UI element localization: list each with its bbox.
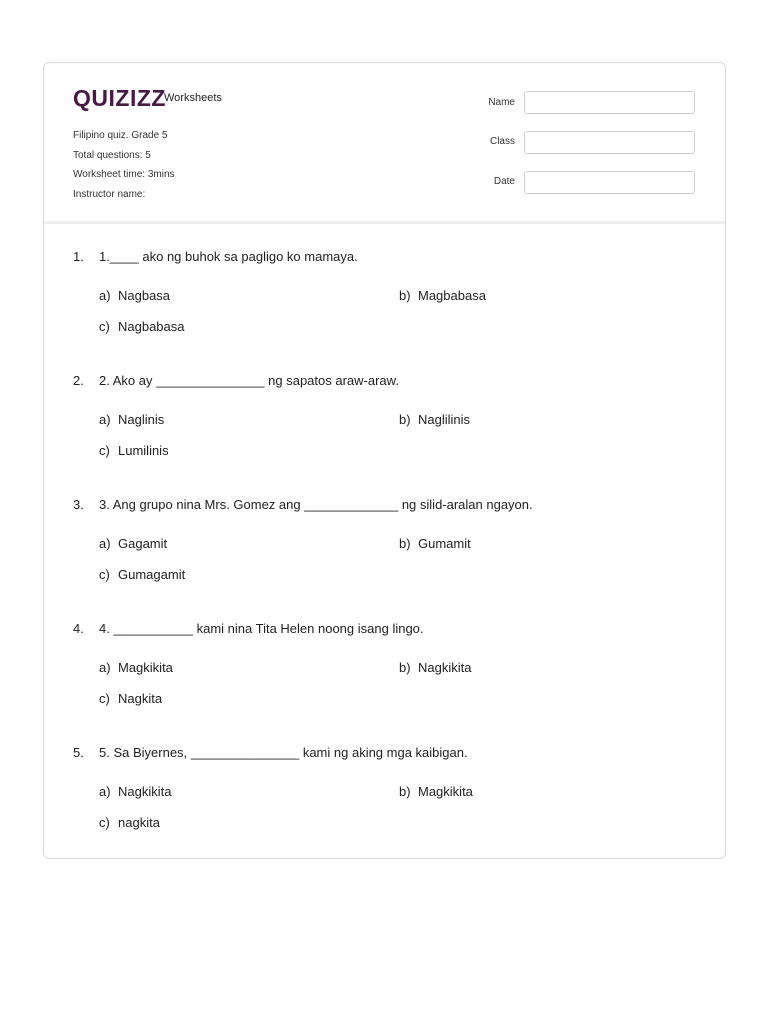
total-questions: Total questions: 5 [73, 149, 151, 161]
date-field[interactable] [524, 171, 695, 194]
option[interactable]: a) Nagkikita [99, 784, 172, 799]
name-label: Name [488, 97, 515, 108]
worksheet-meta [73, 126, 175, 204]
worksheet-header [44, 63, 725, 224]
date-label: Date [493, 176, 515, 187]
option[interactable]: c) Nagkita [99, 691, 163, 706]
class-field[interactable] [524, 131, 695, 154]
option[interactable]: c) Lumilinis [99, 443, 169, 458]
logo-subtitle: Worksheets [164, 92, 222, 104]
quiz-title: Filipino quiz. Grade 5 [73, 130, 168, 141]
question-number: 5. [73, 745, 84, 760]
question-number: 4. [73, 621, 84, 636]
option[interactable]: b) Gumamit [399, 536, 471, 551]
question-number: 2. [73, 373, 84, 388]
class-label: Class [489, 136, 515, 147]
question-number: 1. [73, 249, 84, 264]
option[interactable]: a) Naglinis [99, 412, 165, 427]
option[interactable]: b) Magkikita [399, 784, 473, 799]
option[interactable]: c) Gumagamit [99, 567, 186, 582]
option[interactable]: b) Naglilinis [399, 412, 471, 427]
question-number: 3. [73, 497, 84, 512]
question-text: 1.____ ako ng buhok sa pagligo ko mamaya. [99, 249, 358, 264]
name-field[interactable] [524, 91, 695, 114]
quizizz-logo: QUIZIZZ [73, 85, 166, 111]
option[interactable]: b) Nagkikita [399, 660, 472, 675]
question-text: 4. ___________ kami nina Tita Helen noong isang lingo. [99, 621, 424, 636]
option[interactable]: c) Nagbabasa [99, 319, 185, 334]
option[interactable]: a) Magkikita [99, 660, 173, 675]
option[interactable]: a) Gagamit [99, 536, 168, 551]
worksheet [43, 62, 726, 859]
option[interactable]: c) nagkita [99, 815, 160, 830]
instructor-name: Instructor name: [73, 188, 146, 200]
option[interactable]: a) Nagbasa [99, 288, 171, 303]
question-text: 5. Sa Biyernes, _______________ kami ng aking mga kaibigan. [99, 745, 468, 760]
option[interactable]: b) Magbabasa [399, 288, 486, 303]
question-text: 3. Ang grupo nina Mrs. Gomez ang _____________ ng silid-aralan ngayon. [99, 497, 533, 512]
question-text: 2. Ako ay _______________ ng sapatos araw-araw. [99, 373, 399, 388]
worksheet-time: Worksheet time: 3mins [73, 169, 175, 180]
